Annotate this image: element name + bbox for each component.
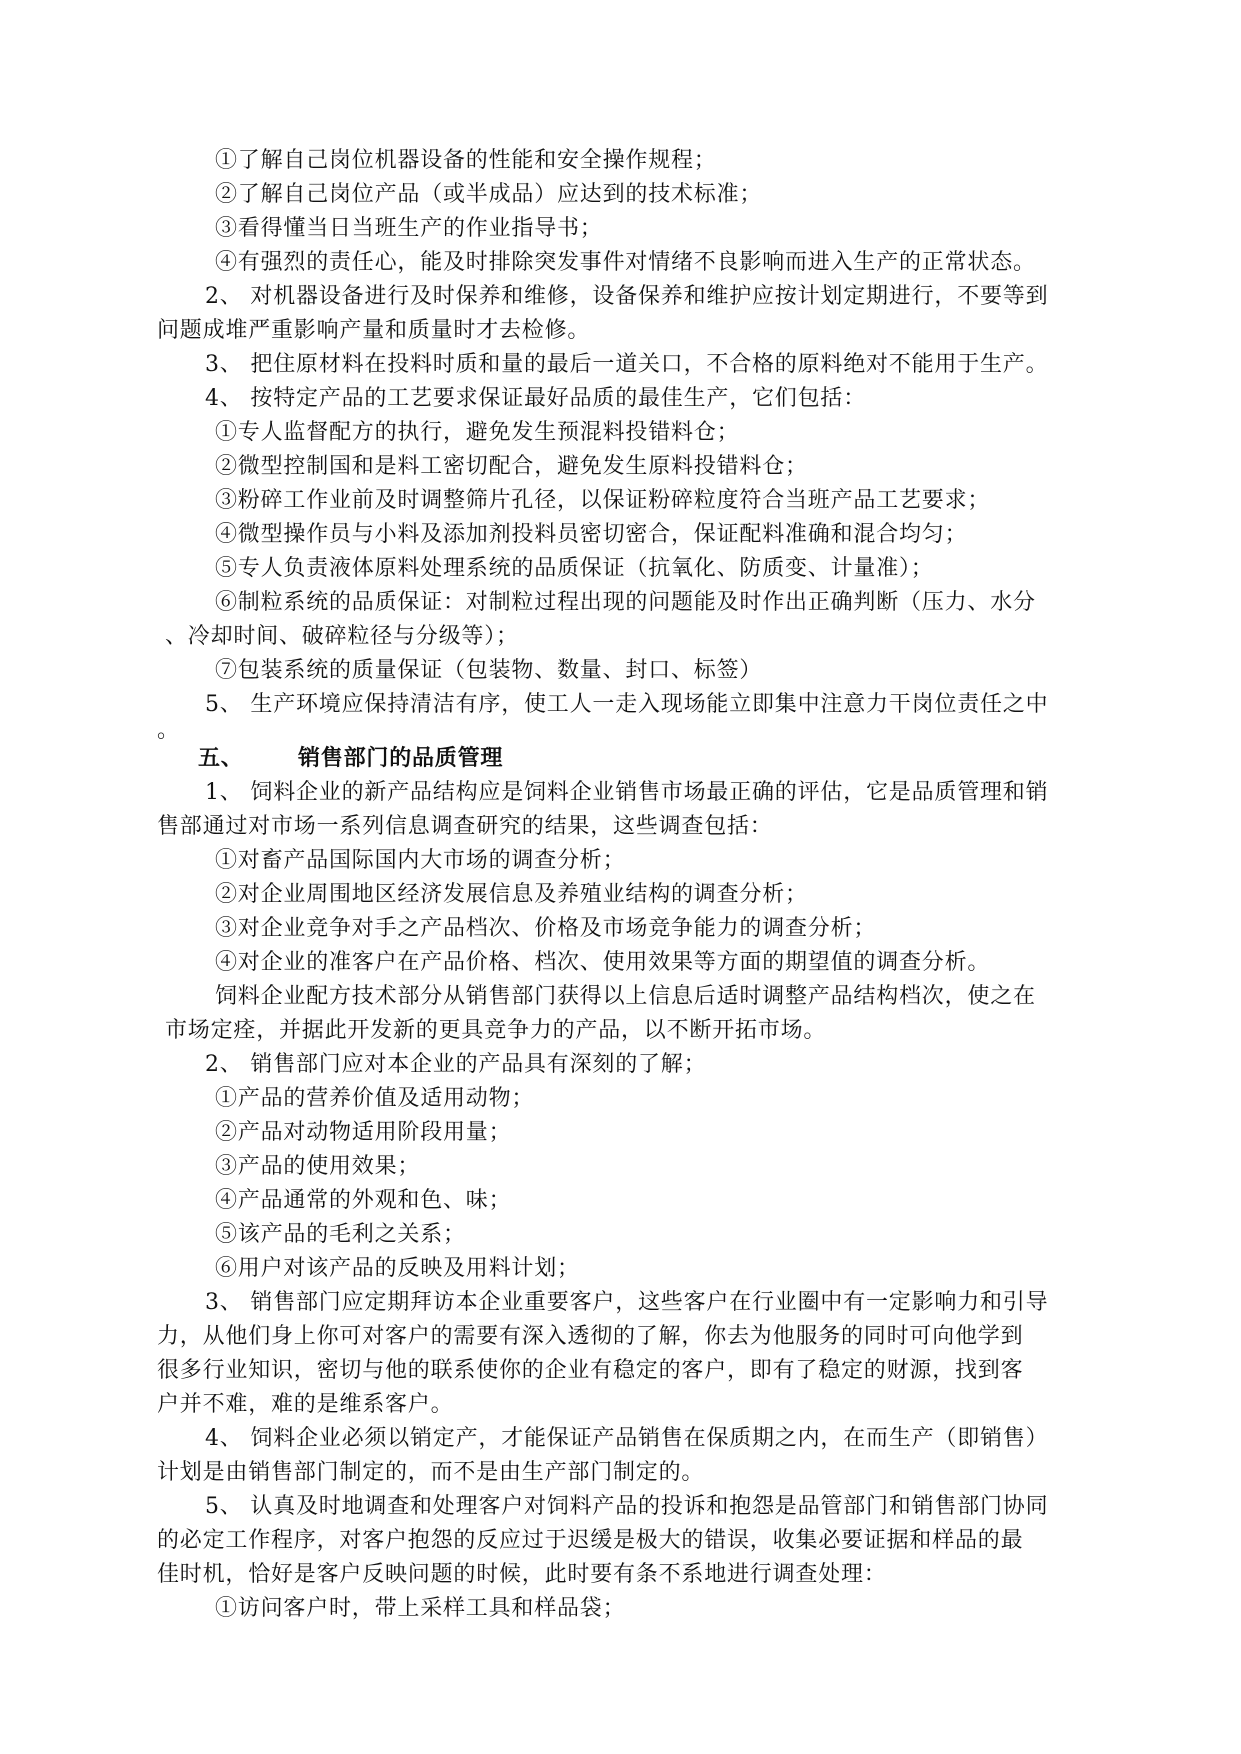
paragraph-line: 计划是由销售部门制定的，而不是由生产部门制定的。 [157,1460,705,1485]
list-item: ④有强烈的责任心，能及时排除突发事件对情绪不良影响而进入生产的正常状态。 [215,250,1036,275]
paragraph-line: 5、 认真及时地调查和处理客户对饲料产品的投诉和抱怨是品管部门和销售部门协同 [205,1494,1049,1519]
list-item: ①了解自己岗位机器设备的性能和安全操作规程； [215,148,717,173]
paragraph-line: 2、 销售部门应对本企业的产品具有深刻的了解； [205,1052,707,1077]
paragraph-line: 3、 销售部门应定期拜访本企业重要客户，这些客户在行业圈中有一定影响力和引导 [205,1290,1049,1315]
list-item: ①对畜产品国际国内大市场的调查分析； [215,848,626,873]
section-title: 销售部门的品质管理 [298,746,504,771]
paragraph-line: 3、 把住原材料在投料时质和量的最后一道关口，不合格的原料绝对不能用于生产。 [205,352,1049,377]
paragraph-line: 的必定工作程序，对客户抱怨的反应过于迟缓是极大的错误，收集必要证据和样品的最 [157,1528,1024,1553]
list-item: ②了解自己岗位产品（或半成品）应达到的技术标准； [215,182,763,207]
paragraph-line: 市场定痊，并据此开发新的更具竞争力的产品，以不断开拓市场。 [165,1018,827,1043]
paragraph-line: 售部通过对市场一系列信息调查研究的结果，这些调查包括： [157,814,773,839]
section-heading [198,744,503,774]
list-item: ②产品对动物适用阶段用量； [215,1120,512,1145]
list-item: ②微型控制国和是料工密切配合，避免发生原料投错料仓； [215,454,808,479]
list-item: ③看得懂当日当班生产的作业指导书； [215,216,603,241]
list-item: ⑤专人负责液体原料处理系统的品质保证（抗氧化、防质变、计量准）； [215,556,934,581]
list-item: ①产品的营养价值及适用动物； [215,1086,535,1111]
list-item: ③对企业竞争对手之产品档次、价格及市场竞争能力的调查分析； [215,916,877,941]
paragraph-line: 力，从他们身上你可对客户的需要有深入透彻的了解，你去为他服务的同时可向他学到 [157,1324,1024,1349]
paragraph-line: 4、 饲料企业必须以销定产，才能保证产品销售在保质期之内，在而生产（即销售） [205,1426,1049,1451]
list-item: ③产品的使用效果； [215,1154,421,1179]
paragraph-line: 佳时机，恰好是客户反映问题的时候，此时要有条不系地进行调查处理： [157,1562,887,1587]
list-item-continuation: 、冷却时间、破碎粒径与分级等）； [165,624,519,649]
paragraph-line: 很多行业知识，密切与他的联系使你的企业有稳定的客户，即有了稳定的财源，找到客 [157,1358,1024,1383]
paragraph-line: 2、 对机器设备进行及时保养和维修，设备保养和维护应按计划定期进行，不要等到 [205,284,1049,309]
paragraph-line: 饲料企业配方技术部分从销售部门获得以上信息后适时调整产品结构档次，使之在 [215,984,1036,1009]
section-number: 五、 [198,746,244,771]
list-item: ③粉碎工作业前及时调整筛片孔径，以保证粉碎粒度符合当班产品工艺要求； [215,488,991,513]
list-item: ④产品通常的外观和色、味； [215,1188,512,1213]
paragraph-line: 户并不难，难的是维系客户。 [157,1392,454,1417]
paragraph-line: 1、 饲料企业的新产品结构应是饲料企业销售市场最正确的评估，它是品质管理和销 [205,780,1049,805]
list-item: ④微型操作员与小料及添加剂投料员密切密合，保证配料准确和混合均匀； [215,522,968,547]
list-item: ⑥用户对该产品的反映及用料计划； [215,1256,580,1281]
list-item: ①访问客户时，带上采样工具和样品袋； [215,1596,626,1621]
list-item: ⑥制粒系统的品质保证：对制粒过程出现的问题能及时作出正确判断（压力、水分 [215,590,1036,615]
list-item: ④对企业的准客户在产品价格、档次、使用效果等方面的期望值的调查分析。 [215,950,991,975]
paragraph-line: 。 [157,718,180,743]
paragraph-line: 问题成堆严重影响产量和质量时才去检修。 [157,318,591,343]
paragraph-line: 5、 生产环境应保持清洁有序，使工人一走入现场能立即集中注意力干岗位责任之中 [205,692,1049,717]
list-item: ⑦包装系统的质量保证（包装物、数量、封口、标签） [215,658,763,683]
paragraph-line: 4、 按特定产品的工艺要求保证最好品质的最佳生产，它们包括： [205,386,866,411]
list-item: ①专人监督配方的执行，避免发生预混料投错料仓； [215,420,740,445]
list-item: ⑤该产品的毛利之关系； [215,1222,466,1247]
list-item: ②对企业周围地区经济发展信息及养殖业结构的调查分析； [215,882,808,907]
